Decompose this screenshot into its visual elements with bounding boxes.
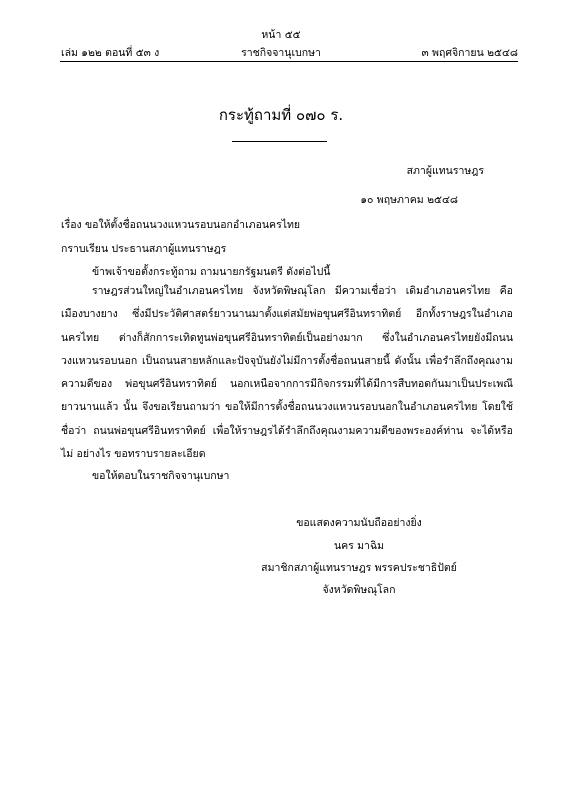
intro-line: ข้าพเจ้าขอตั้งกระทู้ถาม ถามนายกรัฐมนตรี ดังต่อไปนี้ — [92, 266, 331, 278]
closing-line: ขอให้ตอบในราชกิจจานุเบกษา — [92, 470, 230, 482]
signature-province: จังหวัดพิษณุโลก — [322, 584, 396, 596]
page-number: หน้า ๕๕ — [261, 29, 301, 41]
subject-line: เรื่อง ขอให้ตั้งชื่อถนนวงแหวนรอบนอกอำเภอนครไทย — [61, 219, 301, 231]
gazette-name: ราชกิจจานุเบกษา — [241, 47, 321, 59]
signature-regards: ขอแสดงความนับถืออย่างยิ่ง — [296, 517, 422, 529]
signature-position: สมาชิกสภาผู้แทนราษฎร พรรคประชาธิปัตย์ — [261, 562, 457, 574]
volume-issue: เล่ม ๑๒๒ ตอนที่ ๕๓ ง — [61, 47, 160, 59]
organization: สภาผู้แทนราษฎร — [406, 165, 484, 177]
doc-title: กระทู้ถามที่ ๐๗๐ ร. — [218, 106, 344, 124]
body-paragraph: ราษฎรส่วนใหญ่ในอำเภอนครไทย จังหวัดพิษณุโลก มีความเชื่อว่า เดิมอำเภอนครไทย คือ เมืองบางยาง ซึ่งมีประวัติศาสตร์ยาวนานมาตั้งแต่สมัยพ่อขุนศรีอินทราทิตย์ อีกทั้งราษฎรในอำเภอนครไทย ต่างก็สักการะเทิดทูนพ่อขุนศรีอินทราทิตย์เป็นอย่างมาก ซึ่งในอำเภอนครไทยยังมีถนนวงแหวนรอบนอก เป็นถนนสายหลักและปัจจุบันยังไม่มีการตั้งชื่อถนนสายนี้ ดังนั้น เพื่อรำลึกถึงคุณงามความดีของ พ่อขุนศรีอินทราทิตย์ นอกเหนือจากการมีกิจกรรมที่ได้มีการสืบทอดกันมาเป็นประเพณียาวนานแล้ว นั้น จึงขอเรียนถามว่า ขอให้มีการตั้งชื่อถนนวงแหวนรอบนอกในอำเภอนครไทย โดยใช้ชื่อว่า ถนนพ่อขุนศรีอินทราทิตย์ เพื่อให้ราษฎรได้รำลึกถึงคุณงามความดีของพระองค์ท่าน จะได้หรือไม่ อย่างไร ขอทราบรายละเอียด — [61, 285, 513, 461]
sent-date: ๑๐ พฤษภาคม ๒๕๔๘ — [360, 194, 458, 206]
signature-name: นคร มาฉิม — [333, 540, 385, 552]
title-underline — [232, 141, 327, 142]
gazette-date: ๓ พฤศจิกายน ๒๕๔๘ — [421, 47, 518, 59]
addressee-line: กราบเรียน ประธานสภาผู้แทนราษฎร — [61, 243, 227, 255]
header-rule — [60, 61, 518, 62]
